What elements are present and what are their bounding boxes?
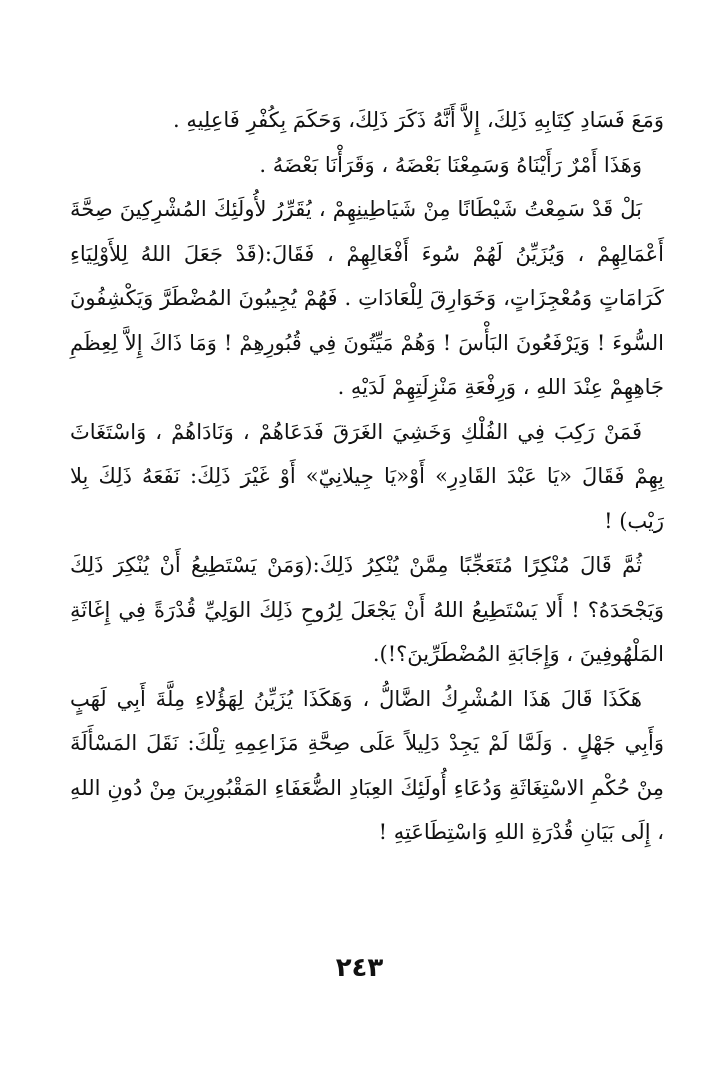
paragraph-3: بَلْ قَدْ سَمِعْتُ شَيْطَانًا مِنْ شَيَاطِينِهِمْ ، يُقَرِّرُ لأُولَئِكَ المُشْرِكِينَ صِحَّةَ أَعْمَالِهِمْ ، وَيُزَيِّنُ لَهُمْ سُوءَ أَفْعَالِهِمْ ، فَقَالَ:(قَدْ جَعَلَ اللهُ لِلأَوْلِيَاءِ كَرَامَاتٍ وَمُعْجِزَاتٍ، وَخَوَارِقَ لِلْعَادَاتِ . فَهُمْ يُجِيبُونَ المُضْطَرَّ وَيَكْشِفُونَ السُّوءَ ! وَيَرْفَعُونَ البَأْسَ ! وَهُمْ مَيِّتُونَ فِي قُبُورِهِمْ ! وَمَا ذَاكَ إِلاَّ لِعِظَمِ جَاهِهِمْ عِنْدَ اللهِ ، وَرِفْعَةِ مَنْزِلَتِهِمْ لَدَيْهِ . — [70, 197, 664, 399]
page-number: ٢٤٣ — [335, 953, 384, 983]
paragraph-5: ثُمَّ قَالَ مُنْكِرًا مُتَعَجِّبًا مِمَّنْ يُنْكِرُ ذَلِكَ:(وَمَنْ يَسْتَطِيعُ أَنْ يُنْكِرَ ذَلِكَ وَيَجْحَدَهُ؟ ! أَلا يَسْتَطِيعُ اللهُ أَنْ يَجْعَلَ لِرُوحِ ذَلِكَ الوَلِيِّ قُدْرَةً فِي إِغَاثَةِ المَلْهُوفِينَ ، وَإِجَابَةِ المُضْطَرِّينَ؟!). — [70, 553, 664, 666]
paragraph-1: وَمَعَ فَسَادِ كِتَابِهِ ذَلِكَ، إِلاَّ أَنَّهُ ذَكَرَ ذَلِكَ، وَحَكَمَ بِكُفْرِ فَاعِلِيهِ . — [172, 108, 664, 132]
paragraph-6: هَكَذَا قَالَ هَذَا المُشْرِكُ الضَّالُّ ، وَهَكَذَا يُزَيِّنُ لِهَؤُلاءِ مِلَّةَ أَبِي لَهَبٍ وَأَبِي جَهْلٍ . وَلَمَّا لَمْ يَجِدْ دَلِيلاً عَلَى صِحَّةِ مَزَاعِمِهِ تِلْكَ: نَقَلَ المَسْأَلَةَ مِنْ حُكْمِ الاسْتِغَاثَةِ وَدُعَاءِ أُولَئِكَ العِبَادِ الضُّعَفَاءِ المَقْبُورِينَ مِنْ دُونِ اللهِ ، إِلَى بَيَانِ قُدْرَةِ اللهِ وَاسْتِطَاعَتِهِ ! — [70, 686, 664, 844]
paragraph-2: وَهَذَا أَمْرٌ رَأَيْنَاهُ وَسَمِعْنَا بَعْضَهُ ، وَقَرَأْنَا بَعْضَهُ . — [259, 152, 642, 177]
paragraph-4: فَمَنْ رَكِبَ فِي الفُلْكِ وَخَشِيَ الغَرَقَ فَدَعَاهُمْ ، وَنَادَاهُمْ ، وَاسْتَغَاثَ بِهِمْ فَقَالَ «يَا عَبْدَ القَادِرِ» أَوْ«يَا جِيلانِيّ» أَوْ غَيْرَ ذَلِكَ: نَفَعَهُ ذَلِكَ بِلا رَيْب) ! — [70, 419, 664, 533]
document-page — [70, 98, 664, 1011]
